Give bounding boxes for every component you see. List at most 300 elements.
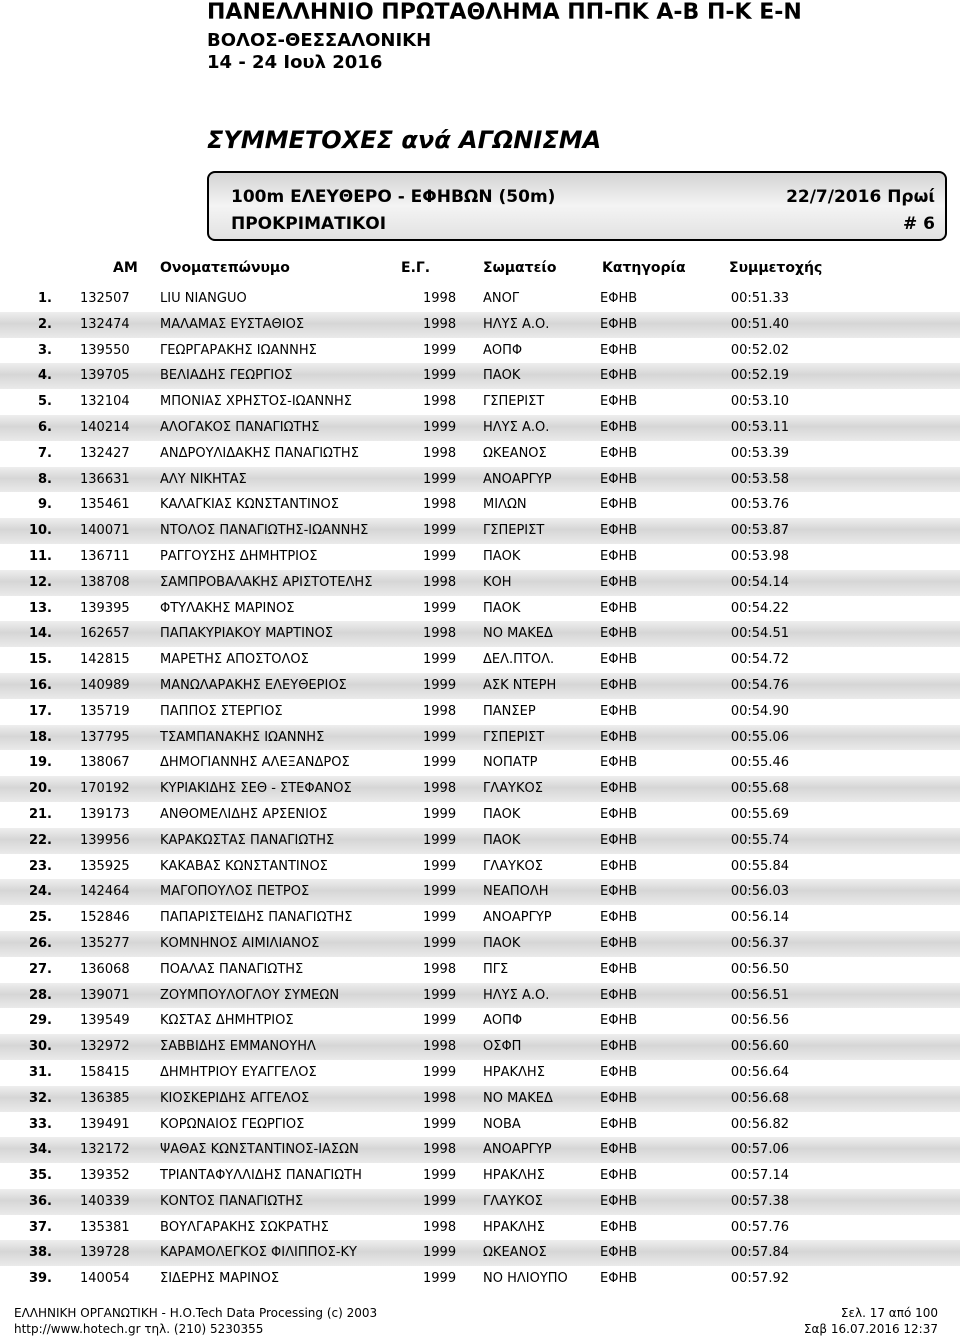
- table-row: [0, 518, 960, 544]
- page-title: ΣΥΜΜΕΤΟΧΕΣ ανά ΑΓΩΝΙΣΜΑ: [207, 126, 602, 154]
- entry-category: ΕΦΗΒ: [600, 1271, 638, 1287]
- table-row: [0, 544, 960, 570]
- entry-time: 00:57.76: [730, 1219, 789, 1235]
- table-row: [0, 1034, 960, 1060]
- entry-athlete-name: ΑΛΥ ΝΙΚΗΤΑΣ: [160, 471, 247, 487]
- entry-time: 00:54.51: [730, 626, 789, 642]
- entry-rank: 9.: [38, 497, 52, 513]
- entry-athlete-name: ΔΗΜΟΓΙΑΝΝΗΣ ΑΛΕΞΑΝΔΡΟΣ: [160, 755, 350, 771]
- entry-club: ΠΑΟΚ: [483, 832, 521, 848]
- entry-birth-year: 1999: [423, 1013, 457, 1029]
- entry-category: ΕΦΗΒ: [600, 574, 638, 590]
- entry-category: ΕΦΗΒ: [600, 291, 638, 306]
- entry-category: ΕΦΗΒ: [600, 652, 638, 668]
- entry-rank: 24.: [28, 884, 52, 900]
- col-header-am: ΑΜ: [113, 260, 138, 276]
- entry-birth-year: 1999: [423, 342, 457, 358]
- entry-club: ΓΣΠΕΡΙΣΤ: [483, 729, 545, 745]
- entry-athlete-name: ΑΝΔΡΟΥΛΙΔΑΚΗΣ ΠΑΝΑΓΙΩΤΗΣ: [160, 445, 359, 461]
- entry-time: 00:55.68: [730, 781, 789, 797]
- table-row: [0, 441, 960, 467]
- entry-birth-year: 1999: [423, 1116, 457, 1132]
- entry-category: ΕΦΗΒ: [600, 987, 638, 1003]
- table-row: [0, 776, 960, 802]
- entry-registration-number: 132474: [80, 316, 130, 332]
- entry-time: 00:56.50: [730, 961, 789, 977]
- page-footer: [0, 1300, 960, 1339]
- entry-rank: 32.: [28, 1090, 52, 1106]
- entry-club: ΓΛΑΥΚΟΣ: [483, 1193, 543, 1209]
- entry-registration-number: 139395: [80, 600, 130, 616]
- entry-birth-year: 1998: [423, 1142, 457, 1158]
- entry-time: 00:57.38: [730, 1193, 789, 1209]
- entry-club: ΑΝΟΑΡΓΥΡ: [483, 471, 552, 487]
- entry-club: ΩΚΕΑΝΟΣ: [483, 1245, 547, 1261]
- entry-category: ΕΦΗΒ: [600, 1090, 638, 1106]
- entry-time: 00:54.14: [730, 574, 789, 590]
- entry-birth-year: 1999: [423, 884, 457, 900]
- entry-registration-number: 132507: [80, 291, 130, 306]
- entry-registration-number: 132972: [80, 1039, 130, 1055]
- entry-athlete-name: ΚΟΜΝΗΝΟΣ ΑΙΜΙΛΙΑΝΟΣ: [160, 935, 320, 951]
- entry-athlete-name: ΚΟΝΤΟΣ ΠΑΝΑΓΙΩΤΗΣ: [160, 1193, 304, 1209]
- entry-category: ΕΦΗΒ: [600, 471, 638, 487]
- entry-registration-number: 136068: [80, 961, 130, 977]
- entry-registration-number: 140989: [80, 677, 130, 693]
- entry-athlete-name: ΚΩΣΤΑΣ ΔΗΜΗΤΡΙΟΣ: [160, 1013, 294, 1029]
- entry-athlete-name: ΠΑΠΑΡΙΣΤΕΙΔΗΣ ΠΑΝΑΓΙΩΤΗΣ: [160, 910, 353, 926]
- table-row: [0, 415, 960, 441]
- entry-birth-year: 1999: [423, 806, 457, 822]
- entry-club: ΑΝΟΓ: [483, 291, 520, 306]
- entry-registration-number: 139071: [80, 987, 130, 1003]
- entry-club: ΗΛΥΣ Α.Ο.: [483, 987, 550, 1003]
- entry-registration-number: 152846: [80, 910, 130, 926]
- entry-athlete-name: ΚΑΚΑΒΑΣ ΚΩΝΣΤΑΝΤΙΝΟΣ: [160, 858, 328, 874]
- entry-athlete-name: ΠΟΑΛΑΣ ΠΑΝΑΓΙΩΤΗΣ: [160, 961, 304, 977]
- entry-athlete-name: ΑΛΟΓΑΚΟΣ ΠΑΝΑΓΙΩΤΗΣ: [160, 419, 320, 435]
- entry-rank: 8.: [38, 471, 52, 487]
- entry-athlete-name: ΒΟΥΛΓΑΡΑΚΗΣ ΣΩΚΡΑΤΗΣ: [160, 1219, 329, 1235]
- entry-athlete-name: ΔΗΜΗΤΡΙΟΥ ΕΥΑΓΓΕΛΟΣ: [160, 1064, 317, 1080]
- entry-rank: 15.: [28, 652, 52, 668]
- entry-time: 00:51.40: [730, 316, 789, 332]
- table-row: [0, 467, 960, 493]
- entry-birth-year: 1999: [423, 1245, 457, 1261]
- entry-time: 00:57.14: [730, 1168, 789, 1184]
- entry-birth-year: 1999: [423, 677, 457, 693]
- entry-athlete-name: ΜΑΝΩΛΑΡΑΚΗΣ ΕΛΕΥΘΕΡΙΟΣ: [160, 677, 347, 693]
- entry-rank: 34.: [28, 1142, 52, 1158]
- entry-rank: 25.: [28, 910, 52, 926]
- entry-birth-year: 1998: [423, 781, 457, 797]
- table-row: [0, 879, 960, 905]
- entry-registration-number: 135277: [80, 935, 130, 951]
- entry-club: ΠΑΝΣΕΡ: [483, 703, 536, 719]
- entry-time: 00:53.58: [730, 471, 789, 487]
- entry-registration-number: 137795: [80, 729, 130, 745]
- entry-club: ΠΑΟΚ: [483, 368, 521, 384]
- entry-club: ΝΟ ΜΑΚΕΔ: [483, 626, 553, 642]
- entry-time: 00:52.19: [730, 368, 789, 384]
- col-header-club: Σωματείο: [483, 260, 557, 276]
- entry-category: ΕΦΗΒ: [600, 368, 638, 384]
- entry-category: ΕΦΗΒ: [600, 316, 638, 332]
- entry-club: ΗΡΑΚΛΗΣ: [483, 1168, 545, 1184]
- entry-birth-year: 1999: [423, 729, 457, 745]
- entry-athlete-name: ΚΑΡΑΚΩΣΤΑΣ ΠΑΝΑΓΙΩΤΗΣ: [160, 832, 335, 848]
- entry-registration-number: 138708: [80, 574, 130, 590]
- entry-birth-year: 1998: [423, 497, 457, 513]
- entry-registration-number: 135719: [80, 703, 130, 719]
- entry-time: 00:55.46: [730, 755, 789, 771]
- entry-rank: 11.: [28, 548, 52, 564]
- entry-birth-year: 1998: [423, 316, 457, 332]
- entry-rank: 16.: [28, 677, 52, 693]
- entry-birth-year: 1999: [423, 910, 457, 926]
- entry-club: ΝΟ ΜΑΚΕΔ: [483, 1090, 553, 1106]
- entry-category: ΕΦΗΒ: [600, 1168, 638, 1184]
- competition-title: ΠΑΝΕΛΛΗΝΙΟ ΠΡΩΤΑΘΛΗΜΑ ΠΠ-ΠΚ Α-Β Π-Κ Ε-Ν: [207, 0, 802, 25]
- entry-athlete-name: ΜΑΡΕΤΗΣ ΑΠΟΣΤΟΛΟΣ: [160, 652, 309, 668]
- entry-birth-year: 1999: [423, 548, 457, 564]
- entry-registration-number: 132104: [80, 394, 130, 410]
- entry-registration-number: 136385: [80, 1090, 130, 1106]
- entry-category: ΕΦΗΒ: [600, 1245, 638, 1261]
- entry-birth-year: 1998: [423, 961, 457, 977]
- entry-registration-number: 140214: [80, 419, 130, 435]
- table-row: [0, 1163, 960, 1189]
- entry-category: ΕΦΗΒ: [600, 677, 638, 693]
- entry-rank: 7.: [38, 445, 52, 461]
- event-name: 100m ΕΛΕΥΘΕΡΟ - ΕΦΗΒΩΝ (50m): [231, 187, 556, 207]
- entry-category: ΕΦΗΒ: [600, 523, 638, 539]
- table-row: [0, 1137, 960, 1163]
- entry-time: 00:56.82: [730, 1116, 789, 1132]
- entry-registration-number: 135461: [80, 497, 130, 513]
- table-row: [0, 673, 960, 699]
- table-row: [0, 983, 960, 1009]
- entry-category: ΕΦΗΒ: [600, 1064, 638, 1080]
- entry-registration-number: 132172: [80, 1142, 130, 1158]
- entry-club: ΔΕΛ.ΠΤΟΛ.: [483, 652, 555, 668]
- entry-time: 00:56.37: [730, 935, 789, 951]
- entry-birth-year: 1998: [423, 703, 457, 719]
- entry-birth-year: 1999: [423, 1193, 457, 1209]
- entry-rank: 3.: [38, 342, 52, 358]
- entry-registration-number: 139956: [80, 832, 130, 848]
- entry-time: 00:54.90: [730, 703, 789, 719]
- table-row: [0, 1086, 960, 1112]
- entries-table: [0, 286, 960, 1292]
- entry-club: ΑΣΚ ΝΤΕΡΗ: [483, 677, 557, 693]
- entry-time: 00:56.56: [730, 1013, 789, 1029]
- entry-birth-year: 1998: [423, 1039, 457, 1055]
- entry-club: ΗΡΑΚΛΗΣ: [483, 1064, 545, 1080]
- table-row: [0, 363, 960, 389]
- col-header-name: Ονοματεπώνυμο: [160, 260, 290, 276]
- table-row: [0, 596, 960, 622]
- entry-category: ΕΦΗΒ: [600, 858, 638, 874]
- entry-rank: 26.: [28, 935, 52, 951]
- entry-birth-year: 1999: [423, 858, 457, 874]
- entry-birth-year: 1999: [423, 832, 457, 848]
- entry-club: ΝΟ ΗΛΙΟΥΠΟ: [483, 1271, 568, 1287]
- entry-registration-number: 139352: [80, 1168, 130, 1184]
- entry-birth-year: 1999: [423, 935, 457, 951]
- entry-registration-number: 142815: [80, 652, 130, 668]
- entry-time: 00:56.03: [730, 884, 789, 900]
- entry-club: ΑΟΠΦ: [483, 1013, 523, 1029]
- entry-birth-year: 1999: [423, 987, 457, 1003]
- entry-category: ΕΦΗΒ: [600, 497, 638, 513]
- entry-birth-year: 1998: [423, 1090, 457, 1106]
- entry-registration-number: 140071: [80, 523, 130, 539]
- entry-time: 00:53.98: [730, 548, 789, 564]
- entry-birth-year: 1999: [423, 755, 457, 771]
- entry-category: ΕΦΗΒ: [600, 755, 638, 771]
- entry-category: ΕΦΗΒ: [600, 1013, 638, 1029]
- entry-athlete-name: ΚΑΡΑΜΟΛΕΓΚΟΣ ΦΙΛΙΠΠΟΣ-ΚΥ: [160, 1245, 357, 1261]
- entry-registration-number: 139550: [80, 342, 130, 358]
- table-row: [0, 1215, 960, 1241]
- col-header-category: Κατηγορία: [602, 260, 686, 276]
- table-row: [0, 1266, 960, 1292]
- table-row: [0, 1112, 960, 1138]
- entry-rank: 20.: [28, 781, 52, 797]
- entry-athlete-name: ΜΑΛΑΜΑΣ ΕΥΣΤΑΘΙΟΣ: [160, 316, 305, 332]
- entry-birth-year: 1999: [423, 600, 457, 616]
- entry-category: ΕΦΗΒ: [600, 884, 638, 900]
- entry-birth-year: 1999: [423, 1064, 457, 1080]
- entry-category: ΕΦΗΒ: [600, 1039, 638, 1055]
- entry-rank: 14.: [28, 626, 52, 642]
- entry-category: ΕΦΗΒ: [600, 419, 638, 435]
- entry-athlete-name: ΨΑΘΑΣ ΚΩΝΣΤΑΝΤΙΝΟΣ-ΙΑΣΩΝ: [160, 1142, 359, 1158]
- entry-category: ΕΦΗΒ: [600, 781, 638, 797]
- entry-time: 00:54.72: [730, 652, 789, 668]
- table-row: [0, 931, 960, 957]
- entry-birth-year: 1998: [423, 445, 457, 461]
- entry-rank: 13.: [28, 600, 52, 616]
- entry-category: ΕΦΗΒ: [600, 729, 638, 745]
- entry-rank: 27.: [28, 961, 52, 977]
- entry-time: 00:53.87: [730, 523, 789, 539]
- entry-birth-year: 1999: [423, 471, 457, 487]
- entry-registration-number: 162657: [80, 626, 130, 642]
- entry-club: ΓΣΠΕΡΙΣΤ: [483, 394, 545, 410]
- entry-rank: 18.: [28, 729, 52, 745]
- entry-registration-number: 136631: [80, 471, 130, 487]
- entry-time: 00:56.68: [730, 1090, 789, 1106]
- entry-rank: 4.: [38, 368, 52, 384]
- entry-registration-number: 139491: [80, 1116, 130, 1132]
- entry-registration-number: 140054: [80, 1271, 130, 1287]
- entry-club: ΝΕΑΠΟΛΗ: [483, 884, 549, 900]
- entry-rank: 35.: [28, 1168, 52, 1184]
- entry-club: ΗΛΥΣ Α.Ο.: [483, 316, 550, 332]
- table-row: [0, 570, 960, 596]
- entry-athlete-name: ΣΙΔΕΡΗΣ ΜΑΡΙΝΟΣ: [160, 1271, 280, 1287]
- footer-print-date: Σαβ 16.07.2016 12:37: [803, 1322, 938, 1336]
- entry-registration-number: 139173: [80, 806, 130, 822]
- entry-athlete-name: ΒΕΛΙΑΔΗΣ ΓΕΩΡΓΙΟΣ: [160, 368, 293, 384]
- entry-time: 00:53.10: [730, 394, 789, 410]
- table-row: [0, 621, 960, 647]
- entry-club: ΠΑΟΚ: [483, 600, 521, 616]
- entry-time: 00:55.06: [730, 729, 789, 745]
- table-row: [0, 647, 960, 673]
- entry-rank: 33.: [28, 1116, 52, 1132]
- entry-registration-number: 139549: [80, 1013, 130, 1029]
- entry-athlete-name: ΚΑΛΑΓΚΙΑΣ ΚΩΝΣΤΑΝΤΙΝΟΣ: [160, 497, 339, 513]
- entry-registration-number: 170192: [80, 781, 130, 797]
- entry-registration-number: 140339: [80, 1193, 130, 1209]
- entry-rank: 21.: [28, 806, 52, 822]
- entry-birth-year: 1999: [423, 652, 457, 668]
- footer-company: ΕΛΛΗΝΙΚΗ ΟΡΓΑΝΩΤΙΚΗ - Η.Ο.Tech Data Processing (c) 2003: [14, 1306, 378, 1320]
- entry-rank: 5.: [38, 394, 52, 410]
- entry-club: ΑΟΠΦ: [483, 342, 523, 358]
- entry-athlete-name: ΚΥΡΙΑΚΙΔΗΣ ΣΕΘ - ΣΤΕΦΑΝΟΣ: [160, 781, 352, 797]
- entry-athlete-name: ΜΠΟΝΙΑΣ ΧΡΗΣΤΟΣ-ΙΩΑΝΝΗΣ: [160, 394, 352, 410]
- entry-club: ΠΑΟΚ: [483, 806, 521, 822]
- entry-rank: 1.: [38, 291, 52, 306]
- entry-rank: 28.: [28, 987, 52, 1003]
- entry-time: 00:52.02: [730, 342, 789, 358]
- entry-registration-number: 158415: [80, 1064, 130, 1080]
- entry-time: 00:56.60: [730, 1039, 789, 1055]
- entry-club: ΝΟΠΑΤΡ: [483, 755, 538, 771]
- entry-category: ΕΦΗΒ: [600, 600, 638, 616]
- entry-athlete-name: ΖΟΥΜΠΟΥΛΟΓΛΟΥ ΣΥΜΕΩΝ: [160, 987, 340, 1003]
- entry-category: ΕΦΗΒ: [600, 1193, 638, 1209]
- entry-category: ΕΦΗΒ: [600, 961, 638, 977]
- table-row: [0, 1008, 960, 1034]
- col-header-entry-time: Συμμετοχής: [729, 260, 823, 276]
- entry-club: ΝΟΒΑ: [483, 1116, 521, 1132]
- entry-birth-year: 1999: [423, 1168, 457, 1184]
- entry-athlete-name: ΚΙΟΣΚΕΡΙΔΗΣ ΑΓΓΕΛΟΣ: [160, 1090, 310, 1106]
- entry-athlete-name: ΠΑΠΑΚΥΡΙΑΚΟΥ ΜΑΡΤΙΝΟΣ: [160, 626, 334, 642]
- entry-time: 00:56.14: [730, 910, 789, 926]
- entry-birth-year: 1999: [423, 1271, 457, 1287]
- entry-time: 00:54.22: [730, 600, 789, 616]
- entry-athlete-name: ΑΝΘΟΜΕΛΙΔΗΣ ΑΡΣΕΝΙΟΣ: [160, 806, 328, 822]
- event-heat: # 6: [903, 214, 935, 234]
- entry-club: ΗΛΥΣ Α.Ο.: [483, 419, 550, 435]
- entry-registration-number: 136711: [80, 548, 130, 564]
- entry-time: 00:56.64: [730, 1064, 789, 1080]
- entry-time: 00:55.74: [730, 832, 789, 848]
- entry-time: 00:51.33: [730, 291, 789, 306]
- table-row: [0, 957, 960, 983]
- entry-athlete-name: ΦΤΥΛΑΚΗΣ ΜΑΡΙΝΟΣ: [160, 600, 295, 616]
- entry-athlete-name: ΤΡΙΑΝΤΑΦΥΛΛΙΔΗΣ ΠΑΝΑΓΙΩΤΗ: [160, 1168, 362, 1184]
- entry-registration-number: 139705: [80, 368, 130, 384]
- entry-rank: 19.: [28, 755, 52, 771]
- entry-birth-year: 1998: [423, 574, 457, 590]
- entry-club: ΩΚΕΑΝΟΣ: [483, 445, 547, 461]
- entry-time: 00:53.11: [730, 419, 789, 435]
- entry-athlete-name: ΓΕΩΡΓΑΡΑΚΗΣ ΙΩΑΝΝΗΣ: [160, 342, 317, 358]
- entry-rank: 31.: [28, 1064, 52, 1080]
- entry-category: ΕΦΗΒ: [600, 626, 638, 642]
- entry-athlete-name: LIU NIANGUO: [160, 291, 247, 306]
- entry-rank: 10.: [28, 523, 52, 539]
- entry-registration-number: 142464: [80, 884, 130, 900]
- entry-category: ΕΦΗΒ: [600, 342, 638, 358]
- entry-category: ΕΦΗΒ: [600, 1219, 638, 1235]
- entry-category: ΕΦΗΒ: [600, 910, 638, 926]
- entry-rank: 36.: [28, 1193, 52, 1209]
- table-row: [0, 699, 960, 725]
- table-row: [0, 725, 960, 751]
- entry-club: ΟΣΦΠ: [483, 1039, 522, 1055]
- entry-club: ΑΝΟΑΡΓΥΡ: [483, 1142, 552, 1158]
- entry-rank: 6.: [38, 419, 52, 435]
- entry-rank: 22.: [28, 832, 52, 848]
- entry-rank: 29.: [28, 1013, 52, 1029]
- entry-athlete-name: ΝΤΟΛΟΣ ΠΑΝΑΓΙΩΤΗΣ-ΙΩΑΝΝΗΣ: [160, 523, 369, 539]
- entry-registration-number: 135925: [80, 858, 130, 874]
- entry-club: ΠΑΟΚ: [483, 935, 521, 951]
- entry-birth-year: 1998: [423, 394, 457, 410]
- entry-rank: 38.: [28, 1245, 52, 1261]
- table-row: [0, 389, 960, 415]
- event-datetime: 22/7/2016 Πρωί: [786, 187, 935, 207]
- entry-time: 00:56.51: [730, 987, 789, 1003]
- entry-category: ΕΦΗΒ: [600, 445, 638, 461]
- table-row: [0, 286, 960, 312]
- entry-birth-year: 1998: [423, 291, 457, 306]
- entry-club: ΠΓΣ: [483, 961, 509, 977]
- col-header-year: Ε.Γ.: [401, 260, 431, 276]
- entry-time: 00:57.92: [730, 1271, 789, 1287]
- table-row: [0, 1240, 960, 1266]
- entry-birth-year: 1999: [423, 419, 457, 435]
- entry-time: 00:55.69: [730, 806, 789, 822]
- table-row: [0, 312, 960, 338]
- table-row: [0, 750, 960, 776]
- entry-club: ΗΡΑΚΛΗΣ: [483, 1219, 545, 1235]
- entry-rank: 39.: [28, 1271, 52, 1287]
- entry-athlete-name: ΜΑΓΟΠΟΥΛΟΣ ΠΕΤΡΟΣ: [160, 884, 310, 900]
- entry-birth-year: 1999: [423, 368, 457, 384]
- entry-club: ΚΟΗ: [483, 574, 512, 590]
- entry-rank: 17.: [28, 703, 52, 719]
- table-row: [0, 1189, 960, 1215]
- entry-rank: 37.: [28, 1219, 52, 1235]
- footer-contact: http://www.hotech.gr τηλ. (210) 5230355: [14, 1322, 264, 1336]
- entry-club: ΜΙΛΩΝ: [483, 497, 527, 513]
- entry-registration-number: 132427: [80, 445, 130, 461]
- entry-category: ΕΦΗΒ: [600, 1142, 638, 1158]
- entry-club: ΓΣΠΕΡΙΣΤ: [483, 523, 545, 539]
- entry-category: ΕΦΗΒ: [600, 935, 638, 951]
- entry-athlete-name: ΡΑΓΓΟΥΣΗΣ ΔΗΜΗΤΡΙΟΣ: [160, 548, 318, 564]
- entry-rank: 23.: [28, 858, 52, 874]
- event-round: ΠΡΟΚΡΙΜΑΤΙΚΟΙ: [231, 214, 387, 234]
- entry-time: 00:53.76: [730, 497, 789, 513]
- table-row: [0, 854, 960, 880]
- entry-birth-year: 1998: [423, 1219, 457, 1235]
- table-row: [0, 905, 960, 931]
- entry-club: ΑΝΟΑΡΓΥΡ: [483, 910, 552, 926]
- entry-category: ΕΦΗΒ: [600, 703, 638, 719]
- table-row: [0, 338, 960, 364]
- entry-category: ΕΦΗΒ: [600, 1116, 638, 1132]
